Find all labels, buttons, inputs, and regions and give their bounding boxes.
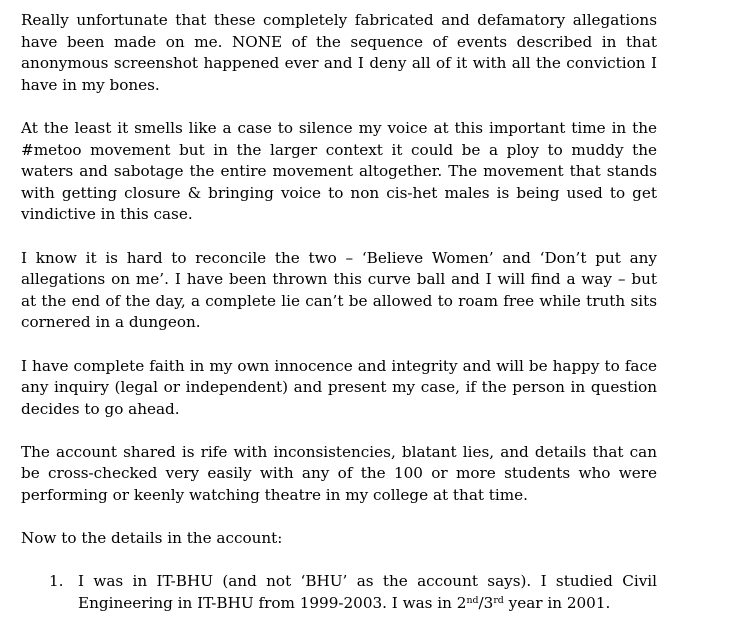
paragraph-details-intro: Now to the details in the account: <box>21 529 283 548</box>
details-list <box>21 571 657 614</box>
paragraph-denial: Really unfortunate that these completely fabricated and defamatory allegations have been made on me. NONE of the sequence of events described in that anonymous screenshot happened ever and I deny all of it with all the conviction I have in my bones. <box>21 11 657 94</box>
list-item-text-end: year in 2001. <box>503 594 611 613</box>
paragraph-metoo-context: At the least it smells like a case to silence my voice at this important time in the #metoo movement but in the larger context it could be a ploy to muddy the waters and sabotage the entire movement altogether. The movement that stands with getting closure & bringing voice to non cis-het males is being used to get vindictive in this case. <box>21 118 657 224</box>
list-item-text-mid: /3 <box>478 594 494 613</box>
ordinal-suffix: rd <box>493 594 504 606</box>
paragraph-innocence: I have complete faith in my own innocence and integrity and will be happy to face any inquiry (legal or independent) and present my case, if the person in question decides to go ahead. <box>21 356 657 418</box>
ordinal-suffix: nd <box>466 594 479 606</box>
paragraph-reconcile: I know it is hard to reconcile the two – ‘Believe Women’ and ‘Don’t put any allegations on me’. I have been thrown this curve ball and I will find a way – but at the end of the day, a complete lie can’t be allowed to roam free while truth sits cornered in a dungeon. <box>21 248 657 332</box>
list-item-number: 1. <box>49 572 64 591</box>
list-item <box>21 571 657 614</box>
list-item-text <box>78 572 657 612</box>
paragraph-inconsistencies: The account shared is rife with inconsistencies, blatant lies, and details that can be cross-checked very easily with any of the 100 or more students who were performing or keenly watching theatre in my college at that time. <box>21 442 657 505</box>
document-page <box>21 10 657 615</box>
list-item-text-main: I was in IT-BHU (and not ‘BHU’ as the account says). I studied Civil Engineering in IT-BHU from 1999-2003. I was in 2 <box>78 572 657 613</box>
